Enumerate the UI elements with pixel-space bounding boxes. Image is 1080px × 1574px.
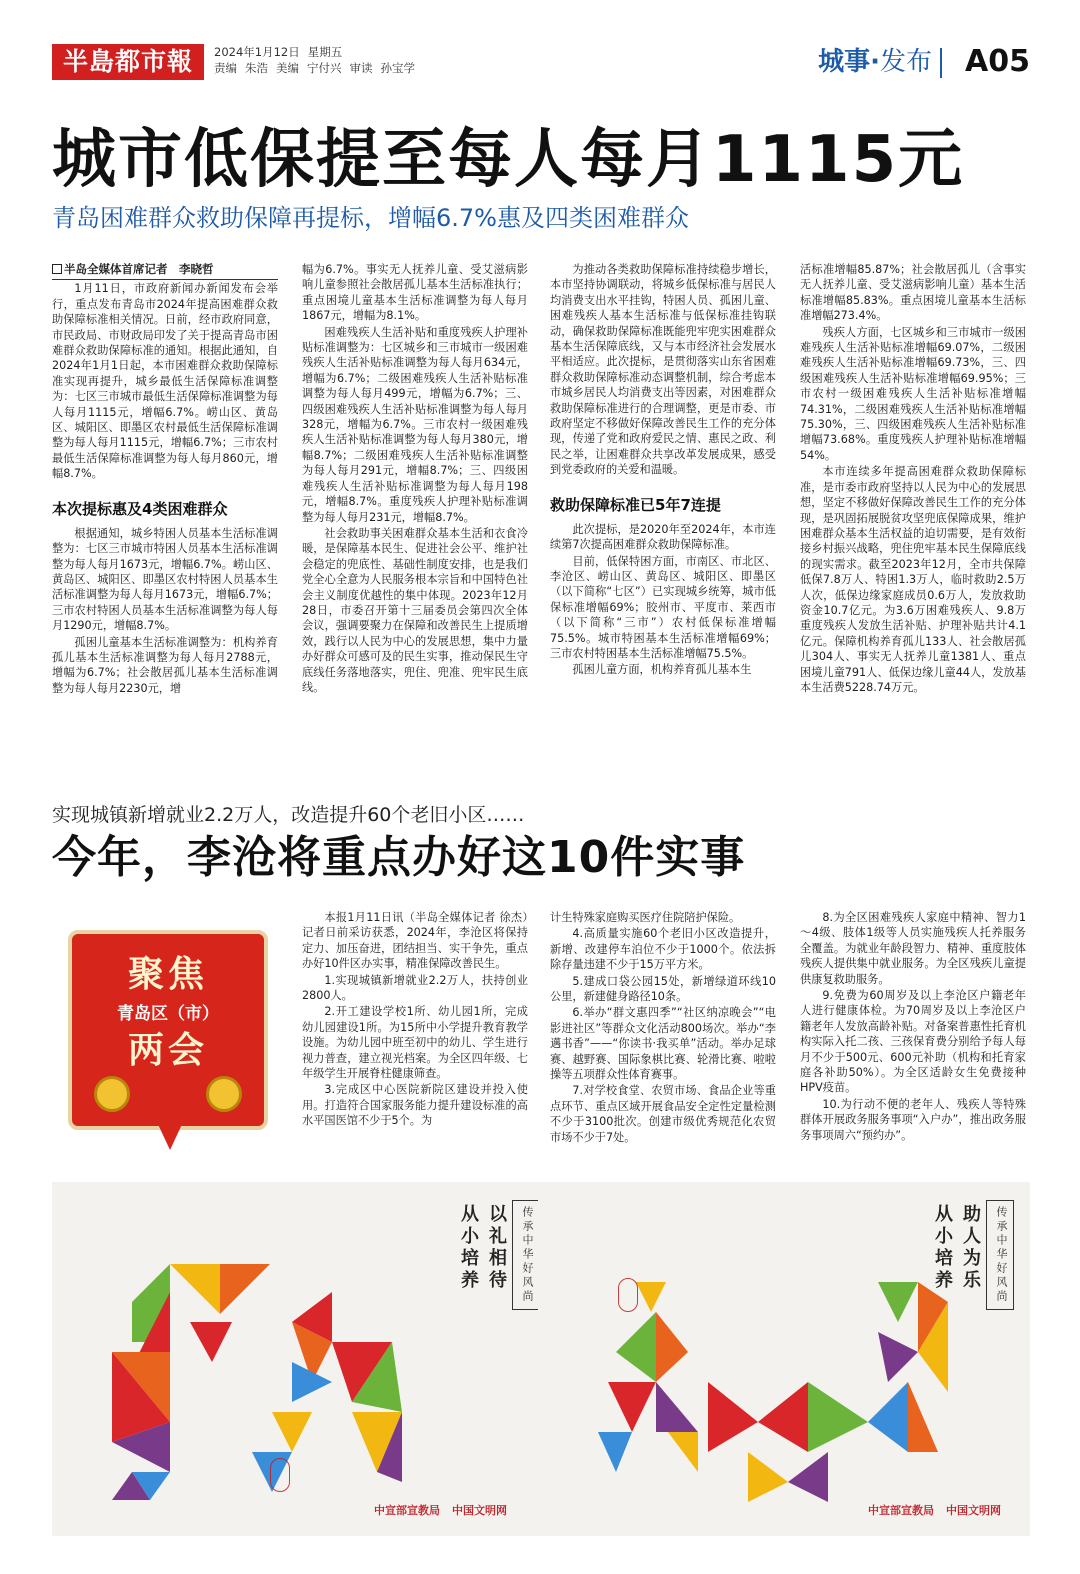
poster-slogan-a: 以礼相待 [486,1204,507,1292]
badge-line-3: 两会 [127,1029,208,1071]
editor-credits: 责编 朱浩 美编 宁付兴 审读 孙宝学 [214,61,415,75]
paragraph: 1.实现城镇新增就业2.2万人，扶持创业2800人。 [302,973,528,1003]
paragraph: 2.开工建设学校1所、幼儿园1所，完成幼儿园建设1所。为15所中小学提升教育教学设施。为幼儿园中班至初中的幼儿、学生进行视力普查，建立视光档案。为全区四年级、七年级学生开展脊柱健康筛查。 [302,1005,528,1081]
paragraph: 10.为行动不便的老年人、残疾人等特殊群体开展政务服务事项“入户办”，推出政务服务事项周六“预约办”。 [800,1097,1026,1142]
poster-slogan-b: 从小培养 [458,1204,479,1292]
story2-column-1 [302,910,528,1170]
paragraph: 本报1月11日讯（半岛全媒体记者 徐杰）记者日前采访获悉，2024年，李沧区将保持定力、加压奋进，团结担当、实干争先，重点办好10件区办实事，精准保障改善民生。 [302,911,528,971]
paragraph: 社会救助事关困难群众基本生活和衣食冷暖，是保障基本民生、促进社会公平、维护社会稳定的兜底性、基础性制度安排，也是我们党全心全意为人民服务根本宗旨和中国特色社会主义制度优越性的集中体现。2023年12月28日，市委召开第十三届委员会第四次全体会议，强调要聚力在保障和改善民生上提质增效，践行以人民为中心的发展思想，集中力量办好群众可感可及的民生实事，推动保民生守底线任务落地落实，兜住、兜准、兜牢民生底线。 [302,526,528,694]
newspaper-logo: 半島都市報 [52,44,204,80]
main-subheadline: 青岛困难群众救助保障再提标，增幅6.7%惠及四类困难群众 [52,204,689,232]
story1-column-3 [550,262,776,770]
paragraph: 残疾人方面，七区城乡和三市城市一级困难残疾人生活补贴标准增幅69.07%，二级困难残疾人生活补贴标准增幅69.73%，三、四级困难残疾人生活补贴标准增幅69.95%；三市农村一级困难残疾人生活补贴标准增幅74.31%，二级困难残疾人生活补贴标准增幅75.30%，三、四级困难残疾人生活补贴标准增幅73.68%。重度残疾人护理补贴标准增幅54%。 [800,325,1026,462]
section-divider [940,48,942,78]
main-headline: 城市低保提至每人每月1115元 [52,123,965,197]
paragraph: 9.免费为60周岁及以上李沧区户籍老年人进行健康体检。为70周岁及以上李沧区户籍老年人发放高龄补贴。对备案普惠性托育机构实际入托二孩、三孩保育费分别给予每人每月不少于500元、600元补助（机构和托育家庭各补助50%）。为全区适龄女生免费接种HPV疫苗。 [800,989,1026,1095]
issue-meta [214,44,423,76]
paragraph: 此次提标，是2020年至2024年，本市连续第7次提高困难群众救助保障标准。 [550,522,776,552]
section-name: 城事·发布 [818,47,932,77]
paragraph: 活标准增幅85.87%；社会散居孤儿（含事实无人抚养儿童、受艾滋病影响儿童）基本生活标准增幅85.83%。重点困境儿童基本生活标准增幅273.4%。 [800,263,1026,323]
paragraph: 5.建成口袋公园15处，新增绿道环线10公里，新建健身路径10条。 [550,974,776,1004]
story2-kicker: 实现城镇新增就业2.2万人，改造提升60个老旧小区…… [52,804,525,826]
story2-column-2 [550,910,776,1170]
paragraph: 孤困儿童方面，机构养育孤儿基本生 [572,663,752,677]
poster-slogan-a: 助人为乐 [960,1204,981,1292]
story1-column-4 [800,262,1026,770]
issue-weekday: 星期五 [307,45,343,59]
paragraph: 幅为6.7%。事实无人抚养儿童、受艾滋病影响儿童参照社会散居孤儿基本生活标准执行；重点困境儿童基本生活标准调整为每人每月1867元，增幅为8.1%。 [302,263,528,323]
badge-line-2: 青岛区（市） [117,1004,219,1024]
subheading: 本次提标惠及4类困难群众 [52,499,228,518]
paragraph: 目前，低保特困方面，市南区、市北区、李沧区、崂山区、黄岛区、城阳区、即墨区（以下简称“七区”）已实现城乡统筹，城市低保标准增幅69%；胶州市、平度市、莱西市（以下简称“三市”）农村低保标准增幅75.5%。城市特困基本生活标准增幅69%；三市农村特困基本生活标准增幅75.5%。 [550,554,776,660]
paragraph: 4.高质量实施60个老旧小区改造提升，新增、改建停车泊位不少于1000个。依法拆除存量违建不少于15万平方米。 [550,927,776,972]
paragraph: 困难残疾人生活补贴和重度残疾人护理补贴标准调整为：七区城乡和三市城市一级困难残疾人生活补贴标准调整为每人每月634元，增幅为6.7%；二级困难残疾人生活补贴标准调整为每人每月499元，增幅为6.7%；三、四级困难残疾人生活补贴标准调整为每人每月328元，增幅为6.7%。三市农村一级困难残疾人生活补贴标准调整为每人每月380元，增幅8.7%；二级困难残疾人生活补贴标准调整为每人每月291元，增幅8.7%；三、四级困难残疾人生活补贴标准调整为每人每月198元，增幅8.7%。重度残疾人护理补贴标准调整为每人每月231元，增幅8.7%。 [302,325,528,524]
issue-date: 2024年1月12日 [214,45,300,59]
story1-column-2 [302,262,528,770]
page-number: A05 [965,44,1030,79]
cppcc-emblem-icon [206,1076,242,1112]
poster-credit: 中宣部宣教局 中国文明网 [374,1504,507,1517]
red-seal-icon [270,1458,290,1492]
paragraph: 为推动各类救助保障标准持续稳步增长，本市坚持协调联动，将城乡低保标准与居民人均消费支出水平挂钩，特困人员、孤困儿童、困难残疾人基本生活标准与低保标准挂钩联动，确保救助保障标准既能兜牢兜实困难群众基本生活保障底线，又与本市经济社会发展水平相适应。此次提标，是贯彻落实山东省困难群众救助保障标准动态调整机制，综合考虑本市城乡居民人均消费支出等因素，对困难群众救助保障标准进行的合理调整，更是市委、市政府坚定不移做好保障改善民生工作的充分体现，传递了党和政府爱民之情、惠民之政、利民之举，让困难群众共享改革发展成果，感受到党委政府的关爱和温暖。 [550,263,776,477]
story1-column-1 [52,262,278,770]
paragraph: 根据通知，城乡特困人员基本生活标准调整为：七区三市城市特困人员基本生活标准调整为每人每月1673元，增幅6.7%。崂山区、黄岛区、城阳区、即墨区农村特困人员基本生活标准调整为每人每月1673元，增幅6.7%；三市农村特困人员基本生活标准调整为每人每月1290元，增幅8.7%。 [52,526,278,633]
poster-left [52,1182,544,1536]
paragraph: 3.完成区中心医院新院区建设并投入使用。打造符合国家服务能力提升建设标准的高水平国医馆不少于5个。为 [302,1083,528,1128]
poster-slogan-b: 从小培养 [932,1204,953,1292]
byline: 半岛全媒体首席记者 李晓哲 [52,262,278,280]
tangram-figure-helping [538,1182,1030,1536]
subheading: 救助保障标准已5年7连提 [550,495,721,514]
masthead [52,44,1030,84]
paragraph: 8.为全区困难残疾人家庭中精神、智力1～4级、肢体1级等人员实施残疾人托养服务全覆盖。为就业年龄段智力、精神、重度肢体残疾人提供集中就业服务。为全区残疾儿童提供康复救助服务。 [800,911,1026,986]
paragraph: 6.举办“群文惠四季”“社区纳凉晚会”“电影进社区”等群众文化活动800场次。举办“李邁书香”——“你读书·我买单”活动。举办足球赛、越野赛、国际象棋比赛、轮滑比赛、啦啦操等五项群众性体育赛事。 [550,1006,776,1082]
badge-line-1: 聚焦 [127,953,208,995]
poster-credit: 中宣部宣教局 中国文明网 [868,1504,1001,1517]
story2-headline: 今年，李沧将重点办好这10件实事 [52,832,746,883]
poster-slogan-box: 传承中华好风尚 [512,1200,540,1310]
focus-badge [68,930,268,1160]
paragraph: 1月11日，市政府新闻办新闻发布会举行，重点发布青岛市2024年提高困难群众救助保障标准相关情况。日前，经市政府同意，市民政局、市财政局印发了关于提高青岛市困难群众救助保障标准的通知。根据此通知，自2024年1月1日起，本市困难群众救助保障标准实现再提升，城乡最低生活保障标准调整为：七区三市城市最低生活保障标准调整为每人每月1115元，增幅6.7%。崂山区、黄岛区、城阳区、即墨区农村最低生活保障标准调整为每人每月1115元，增幅6.7%；三市农村最低生活保障标准调整为每人每月860元，增幅8.7%。 [52,282,278,481]
paragraph: 本市连续多年提高困难群众救助保障标准，是市委市政府坚持以人民为中心的发展思想，坚定不移做好保障改善民生工作的充分体现，是巩固拓展脱贫攻坚兜底保障成果，维护困难群众基本生活权益的迫切需要，是有效衔接乡村振兴战略，兜住兜牢基本民生保障底线的现实需求。截至2023年12月，全市共保障低保7.8万人、特困1.3万人，临时救助2.5万人次，低保边缘家庭成员0.6万人，发放救助资金10.7亿元。为3.6万困难残疾人、9.8万重度残疾人发放生活补贴、护理补贴共计4.1亿元。保障机构养育孤儿133人、社会散居孤儿304人、事实无人抚养儿童1381人、重点困境儿童791人、低保边缘儿童44人，发放基本生活费5228.74万元。 [800,465,1026,694]
red-seal-icon [618,1278,638,1312]
paragraph: 7.对学校食堂、农贸市场、食品企业等重点环节、重点区域开展食品安全定性定量检测不少于3100批次。创建市级优秀规范化农贸市场不少于7处。 [550,1084,776,1144]
paragraph: 孤困儿童基本生活标准调整为：机构养育孤儿基本生活标准调整为每人每月2788元，增幅为6.7%；社会散居孤儿基本生活标准调整为每人每月2230元，增 [52,635,278,695]
story2-column-3 [800,910,1026,1170]
poster-slogan-box: 传承中华好风尚 [986,1200,1014,1310]
poster-right [538,1182,1030,1536]
paragraph: 计生特殊家庭购买医疗住院陪护保险。 [550,911,741,924]
national-emblem-icon [94,1076,130,1112]
